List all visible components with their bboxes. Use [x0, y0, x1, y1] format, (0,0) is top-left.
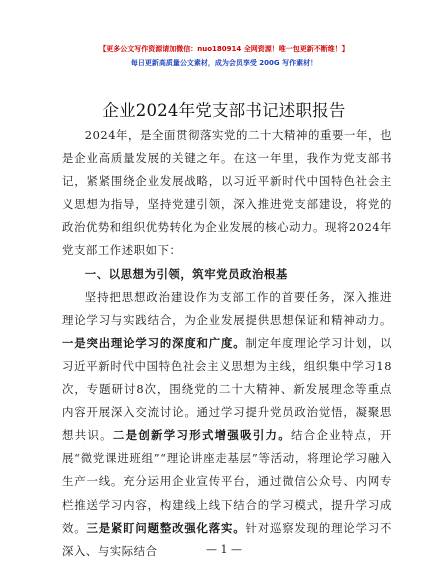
section-paragraph [62, 286, 392, 563]
paragraph-text: 结合企业特点，开展“微党课进班组”“理论讲座走基层”等活动，将理论学习融入生产一线。充分运用企业宣传平台，通过微信公众号、内网专栏推送学习内容，构建线上线下结合的学习模式，提升学习成效。 [62, 428, 392, 535]
page-number: — 1 — [206, 543, 242, 556]
promo-banner-line2: 每日更新高质量公文素材，成为会员享受 200G 写作素材！ [130, 59, 318, 67]
paragraph-text: 坚持把思想政治建设作为支部工作的首要任务，深入推进理论学习与实践结合，为企业发展提供思想保证和精神动力。 [62, 289, 392, 327]
intro-paragraph: 2024年，是全面贯彻落实党的二十大精神的重要一年，也是企业高质量发展的关键之年。在这一年里，我作为党支部书记，紧紧围绕企业发展战略，以习近平新时代中国特色社会主义思想为指导，坚持党建引领，深入推进党支部建设，将党的政治优势和组织优势转化为企业发展的核心动力。现将2024年党支部工作述职如下： [62, 128, 392, 258]
emphasis-text: 二是创新学习形式增强吸引力。 [112, 428, 291, 443]
document-body [62, 124, 392, 563]
paragraph-text: 制定年度理论学习计划，以习近平新时代中国特色社会主义思想为主线，组织集中学习18次，专题研讨8次，围绕党的二十大精神、新发展理念等重点内容开展深入交流讨论。通过学习提升党员政治觉悟，凝聚思想共识。 [62, 335, 392, 443]
promo-banner-line1: 【更多公文写作资源请加微信：nuo180914 全网资源！唯一包更新不断维！】 [99, 45, 349, 53]
emphasis-text: 三是紧盯问题整改强化落实。 [86, 520, 246, 535]
emphasis-text: 一是突出理论学习的深度和广度。 [62, 335, 246, 350]
section-heading: 一、以思想为引领，筑牢党员政治根基 [84, 266, 288, 281]
paragraph-text: 针对巡察发现的理论学习不深入、与实际结合 [62, 520, 392, 558]
document-title: 企业2024年党支部书记述职报告 [102, 101, 346, 120]
